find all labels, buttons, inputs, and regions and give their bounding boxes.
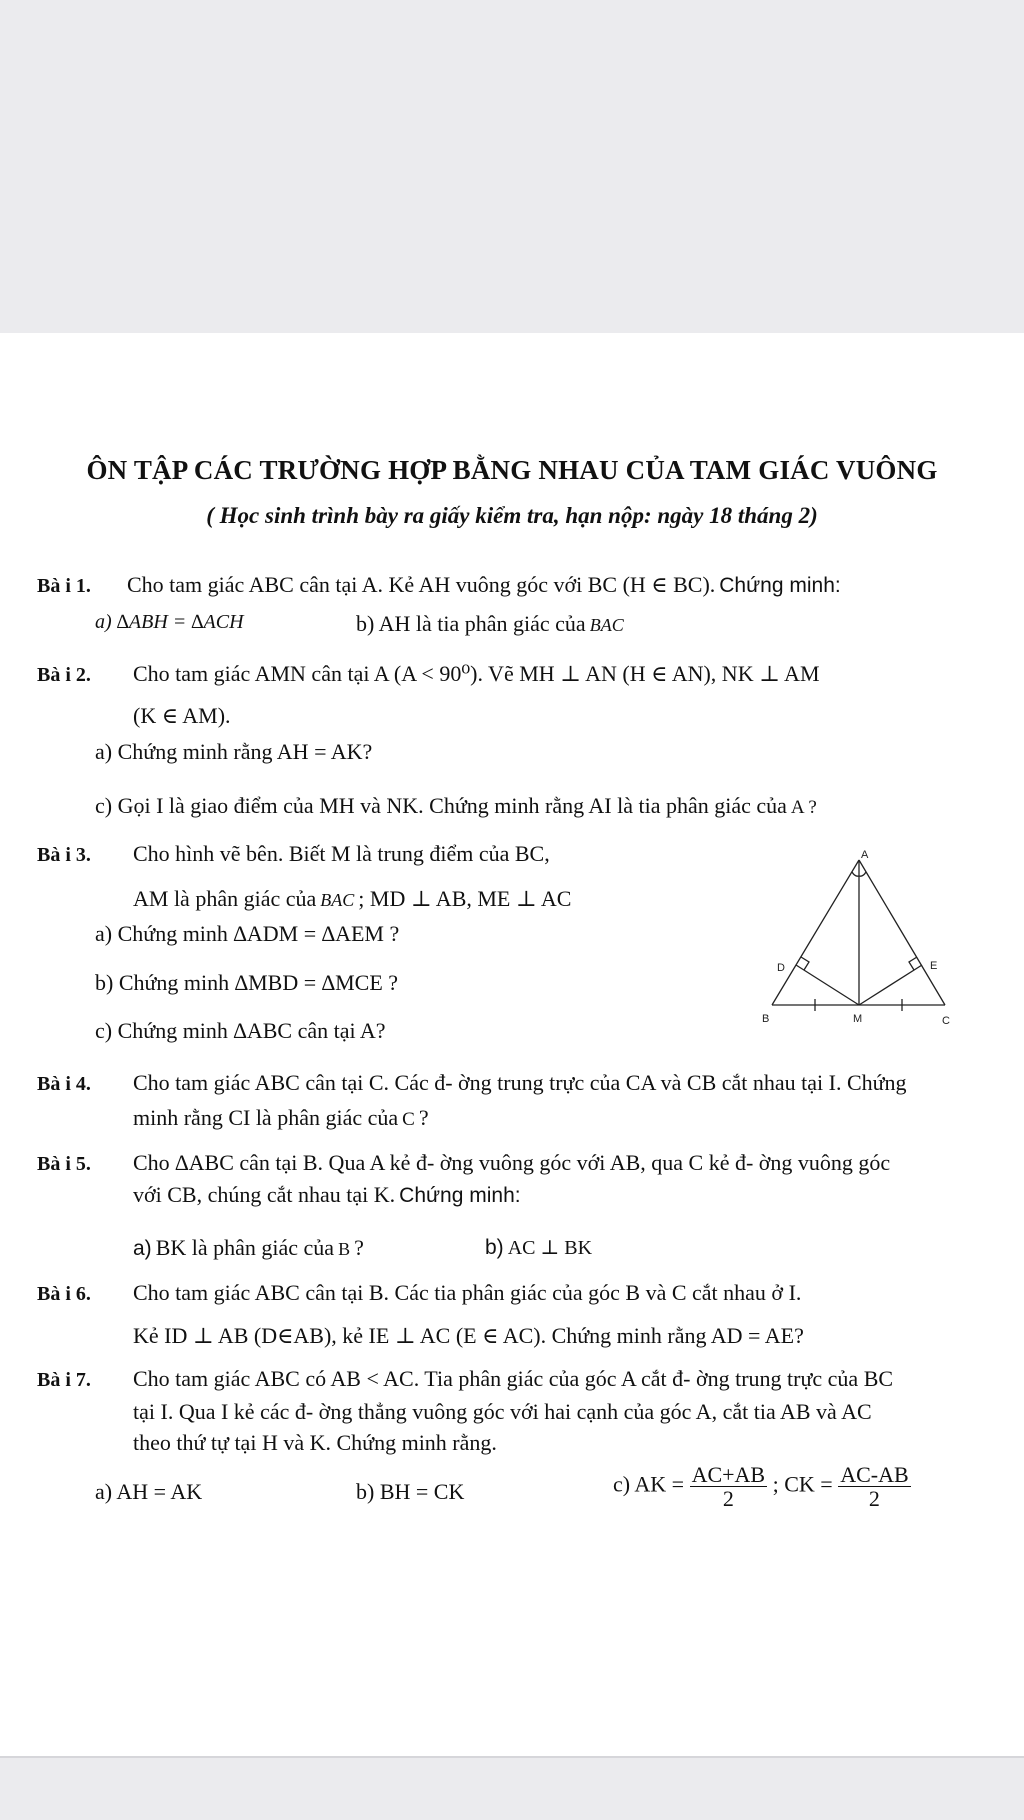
b6-line1: Cho tam giác ABC cân tại B. Các tia phân giác của góc B và C cắt nhau ở I. — [133, 1280, 802, 1305]
b3-line1: Cho hình vẽ bên. Biết M là trung điểm của BC, — [133, 841, 550, 866]
b7-label: Bà i 7. — [37, 1369, 91, 1391]
b7-line1: Cho tam giác ABC có AB < AC. Tia phân giác của góc A cắt đ- ờng trung trực của BC — [133, 1366, 894, 1391]
b2-line1: Cho tam giác AMN cân tại A (A < 90⁰). Vẽ MH ⊥ AN (H ∈ AN), NK ⊥ AM — [133, 661, 820, 686]
b1-label: Bà i 1. — [37, 575, 91, 597]
b4-line2: minh rằng CI là phân giác của C ? — [133, 1105, 429, 1130]
b7-part-b: b) BH = CK — [356, 1479, 465, 1504]
page-title: ÔN TẬP CÁC TRƯỜNG HỢP BẰNG NHAU CỦA TAM GIÁC VUÔNG — [86, 455, 938, 485]
angle-mark-left — [852, 872, 859, 876]
b2-part-a: a) Chứng minh rằng AH = AK? — [95, 739, 373, 764]
b4-label: Bà i 4. — [37, 1073, 91, 1095]
b3-label: Bà i 3. — [37, 844, 91, 866]
b1-part-b: b) AH là tia phân giác của BAC — [356, 611, 624, 636]
b3-part-b: b) Chứng minh ∆MBD = ∆MCE ? — [95, 970, 399, 995]
vertex-d-label: D — [777, 962, 785, 974]
b7-line2: tại I. Qua I kẻ các đ- ờng thẳng vuông góc với hai cạnh của góc A, cắt tia AB và AC — [133, 1399, 872, 1424]
b5-label: Bà i 5. — [37, 1153, 91, 1175]
b4-line1: Cho tam giác ABC cân tại C. Các đ- ờng trung trực của CA và CB cắt nhau tại I. Chứng — [133, 1070, 907, 1095]
b7-line3: theo thứ tự tại H và K. Chứng minh rằng. — [133, 1430, 497, 1455]
triangle-figure — [752, 843, 982, 1033]
b5-line1: Cho ∆ABC cân tại B. Qua A kẻ đ- ờng vuông góc với AB, qua C kẻ đ- ờng vuông góc — [133, 1150, 891, 1175]
page-subtitle: ( Học sinh trình bày ra giấy kiểm tra, hạn nộp: ngày 18 tháng 2) — [206, 503, 818, 528]
b2-part-c: c) Gọi I là giao điểm của MH và NK. Chứng minh rằng AI là tia phân giác của A ? — [95, 793, 817, 818]
fraction-ck: $\frac{AC-AB}{2}$ — [840, 1462, 909, 1512]
b2-line2: (K ∈ AM). — [133, 703, 231, 728]
vertex-a-label: A — [861, 849, 869, 861]
b7-part-c: c) AK = $\frac{AC+AB}{2}$ ; CK = $\frac{AC-AB}{2}$ — [613, 1462, 909, 1512]
b2-label: Bà i 2. — [37, 664, 91, 686]
b1-intro: Cho tam giác ABC cân tại A. Kẻ AH vuông góc với BC (H ∈ BC). Chứng minh: — [127, 572, 841, 597]
right-angle-d — [801, 957, 809, 970]
b6-label: Bà i 6. — [37, 1283, 91, 1305]
b3-part-a: a) Chứng minh ∆ADM = ∆AEM ? — [95, 921, 400, 946]
b6-line2: Kẻ ID ⊥ AB (D∈AB), kẻ IE ⊥ AC (E ∈ AC). Chứng minh rằng AD = AE? — [133, 1323, 804, 1348]
b3-line2: AM là phân giác của BAC ; MD ⊥ AB, ME ⊥ AC — [133, 886, 572, 911]
segment-me — [859, 965, 922, 1005]
b5-line2: với CB, chúng cắt nhau tại K. Chứng minh: — [133, 1182, 521, 1207]
page-divider — [0, 1756, 1024, 1758]
side-ac — [859, 860, 945, 1005]
vertex-c-label: C — [942, 1015, 950, 1027]
b3-part-c: c) Chứng minh ∆ABC cân tại A? — [95, 1018, 386, 1043]
b1-part-a: a) ∆ABH = ∆ACH — [95, 611, 244, 633]
document-page — [0, 333, 1024, 1756]
b7-part-a: a) AH = AK — [95, 1479, 203, 1504]
vertex-e-label: E — [930, 960, 938, 972]
b5-part-a: a) BK là phân giác của B ? — [133, 1235, 364, 1260]
right-angle-e — [909, 957, 917, 970]
fraction-ak: $\frac{AC+AB}{2}$ — [691, 1462, 766, 1512]
vertex-b-label: B — [762, 1013, 770, 1025]
side-ab — [772, 860, 859, 1005]
segment-md — [796, 965, 859, 1005]
vertex-m-label: M — [853, 1013, 863, 1025]
angle-mark-right — [859, 872, 866, 876]
b5-part-b: b) AC ⊥ BK — [485, 1236, 593, 1259]
